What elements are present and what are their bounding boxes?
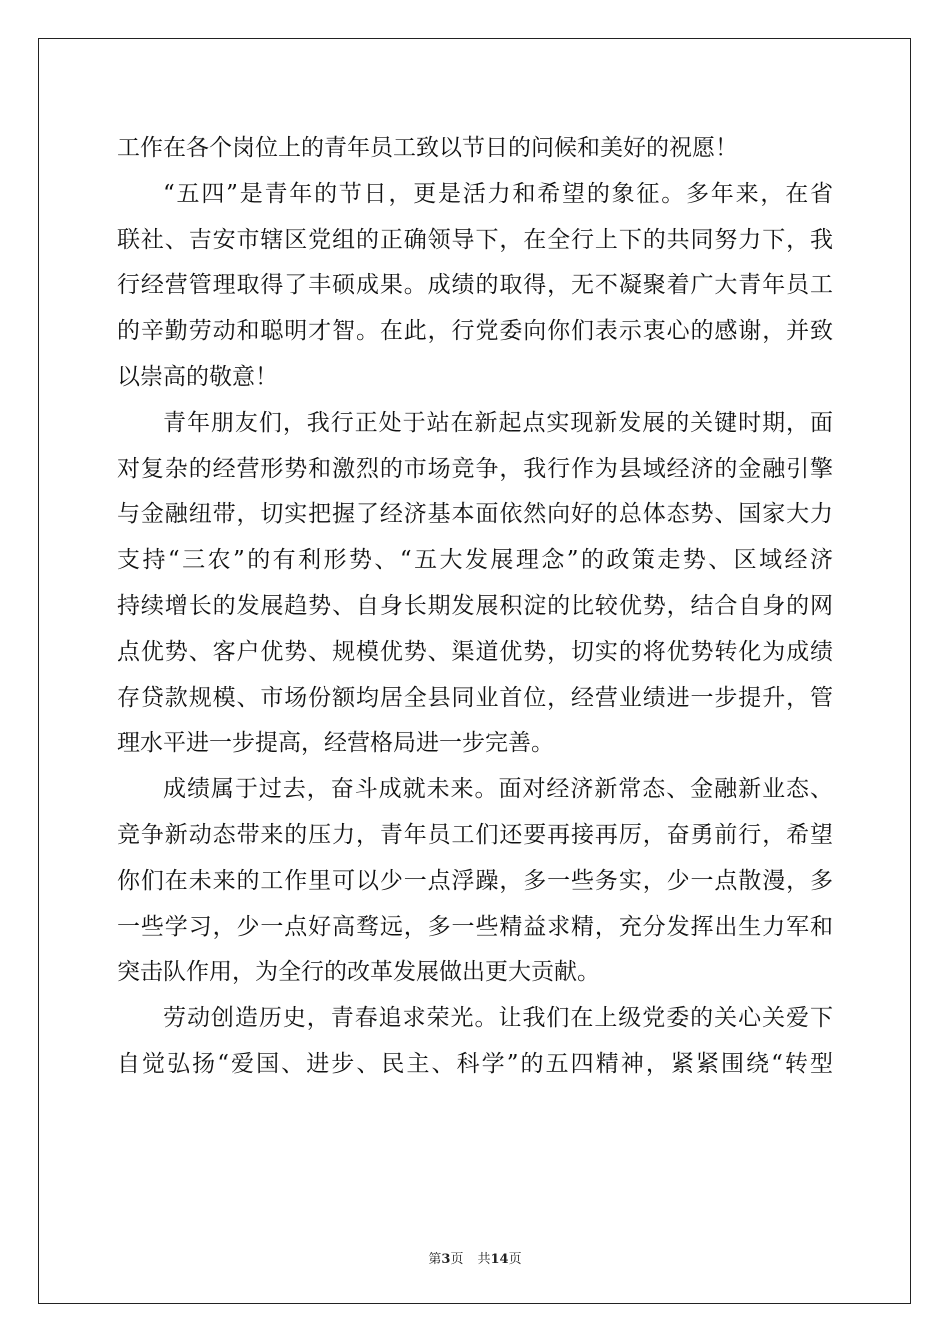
text-line: 对复杂的经营形势和激烈的市场竞争，我行作为县域经济的金融引擎 — [117, 455, 833, 482]
total-prefix: 共 — [477, 1252, 491, 1267]
text-line: 点优势、客户优势、规模优势、渠道优势，切实的将优势转化为成绩 — [117, 638, 833, 665]
text-line: “五四”是青年的节日，更是活力和希望的象征。多年来，在省 — [163, 180, 833, 207]
total-suffix: 页 — [508, 1252, 522, 1267]
text-line: 劳动创造历史，青春追求荣光。让我们在上级党委的关心关爱下 — [163, 1005, 833, 1032]
paragraph — [117, 172, 833, 401]
text-line: 工作在各个岗位上的青年员工致以节日的问候和美好的祝愿！ — [117, 135, 738, 161]
page-suffix: 页 — [450, 1252, 464, 1267]
text-line: 联社、吉安市辖区党组的正确领导下，在全行上下的共同努力下，我 — [117, 226, 833, 253]
document-body — [117, 126, 833, 1088]
total-page-count: 14 — [490, 1252, 509, 1267]
text-line: 你们在未来的工作里可以少一点浮躁，多一些务实，少一点散漫，多 — [117, 867, 833, 894]
paragraph — [117, 401, 833, 767]
text-line: 竞争新动态带来的压力，青年员工们还要再接再厉，奋勇前行，希望 — [117, 821, 833, 848]
text-line: 行经营管理取得了丰硕成果。成绩的取得，无不凝聚着广大青年员工 — [117, 272, 833, 299]
page-prefix: 第 — [428, 1252, 442, 1267]
page-footer — [0, 1248, 950, 1267]
text-line: 的辛勤劳动和聪明才智。在此，行党委向你们表示衷心的感谢，并致 — [117, 318, 833, 345]
text-line: 自觉弘扬“爱国、进步、民主、科学”的五四精神，紧紧围绕“转型 — [117, 1050, 833, 1077]
text-line: 与金融纽带，切实把握了经济基本面依然向好的总体态势、国家大力 — [117, 501, 833, 528]
paragraph — [117, 767, 833, 996]
text-line: 成绩属于过去，奋斗成就未来。面对经济新常态、金融新业态、 — [163, 776, 833, 803]
text-line: 突击队作用，为全行的改革发展做出更大贡献。 — [117, 959, 600, 986]
text-line: 一些学习，少一点好高骛远，多一些精益求精，充分发挥出生力军和 — [117, 913, 833, 940]
text-line: 支持“三农”的有利形势、“五大发展理念”的政策走势、区域经济 — [117, 547, 833, 574]
paragraph — [117, 126, 833, 172]
text-line: 青年朋友们，我行正处于站在新起点实现新发展的关键时期，面 — [163, 409, 833, 436]
text-line: 理水平进一步提高，经营格局进一步完善。 — [117, 730, 554, 757]
current-page-number: 3 — [441, 1252, 451, 1267]
text-line: 存贷款规模、市场份额均居全县同业首位，经营业绩进一步提升，管 — [117, 684, 833, 711]
text-line: 持续增长的发展趋势、自身长期发展积淀的比较优势，结合自身的网 — [117, 592, 833, 619]
text-line: 以崇高的敬意！ — [117, 363, 278, 390]
paragraph — [117, 996, 833, 1088]
